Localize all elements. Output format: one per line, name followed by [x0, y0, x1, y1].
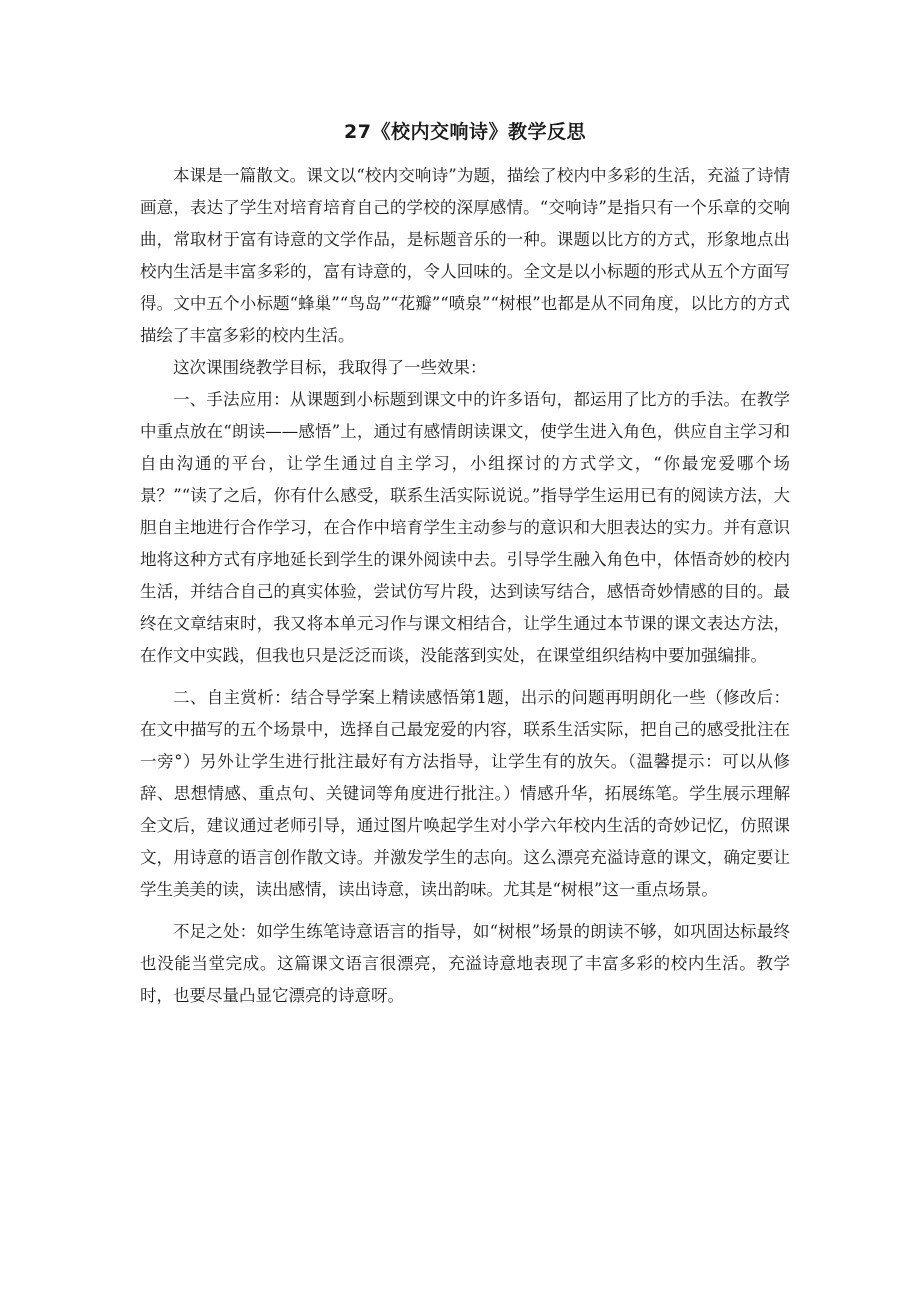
paragraph-self-appreciation: 二、自主赏析：结合导学案上精读感悟第1题，出示的问题再明朗化一些（修改后：在文中描写的五个场景中，选择自己最宠爱的内容，联系生活实际，把自己的感受批注在一旁°）另外让学生进行批注最好有方法指导，让学生有的放矢。（温馨提示：可以从修辞、思想情感、重点句、关键词等角度进行批注。）情感升华，拓展练笔。学生展示理解全文后，建议通过老师引导，通过图片唤起学生对小学六年校内生活的奇妙记忆，仿照课文，用诗意的语言创作散文诗。并激发学生的志向。这么漂亮充溢诗意的课文，确定要让学生美美的读，读出感情，读出诗意，读出韵味。尤其是“树根”这一重点场景。: [140, 688, 790, 899]
paragraph-technique: 一、手法应用：从课题到小标题到课文中的许多语句，都运用了比方的手法。在教学中重点放在“朗读——感悟”上，通过有感情朗读课文，使学生进入角色，供应自主学习和自由沟通的平台，让学生通过自主学习，小组探讨的方式学文，“你最宠爱哪个场景？”“读了之后，你有什么感受，联系生活实际说说。”指导学生运用已有的阅读方法，大胆自主地进行合作学习，在合作中培育学生主动参与的意识和大胆表达的实力。并有意识地将这种方式有序地延长到学生的课外阅读中去。引导学生融入角色中，体悟奇妙的校内生活，并结合自己的真实体验，尝试仿写片段，达到读写结合，感悟奇妙情感的目的。最终在文章结束时，我又将本单元习作与课文相结合，让学生通过本节课的课文表达方法，在作文中实践，但我也只是泛泛而谈，没能落到实处，在课堂组织结构中要加强编排。: [140, 390, 790, 665]
document-page: [140, 118, 790, 1012]
paragraph-shortcomings: 不足之处：如学生练笔诗意语言的指导，如“树根”场景的朗读不够，如巩固达标最终也没能当堂完成。这篇课文语言很漂亮，充溢诗意地表现了丰富多彩的校内生活。教学时，也要尽量凸显它漂亮的诗意呀。: [140, 922, 790, 1005]
document-title: 27《校内交响诗》教学反思: [344, 121, 586, 143]
paragraph-intro: 本课是一篇散文。课文以“校内交响诗”为题，描绘了校内中多彩的生活，充溢了诗情画意，表达了学生对培育培育自己的学校的深厚感情。“交响诗”是指只有一个乐章的交响曲，常取材于富有诗意的文学作品，是标题音乐的一种。课题以比方的方式，形象地点出校内生活是丰富多彩的，富有诗意的，令人回味的。全文是以小标题的形式从五个方面写得。文中五个小标题“蜂巢”“鸟岛”“花瓣”“喷泉”“树根”也都是从不同角度，以比方的方式描绘了丰富多彩的校内生活。: [140, 166, 790, 345]
paragraph-effects-lead: 这次课围绕教学目标，我取得了一些效果：: [173, 358, 487, 377]
